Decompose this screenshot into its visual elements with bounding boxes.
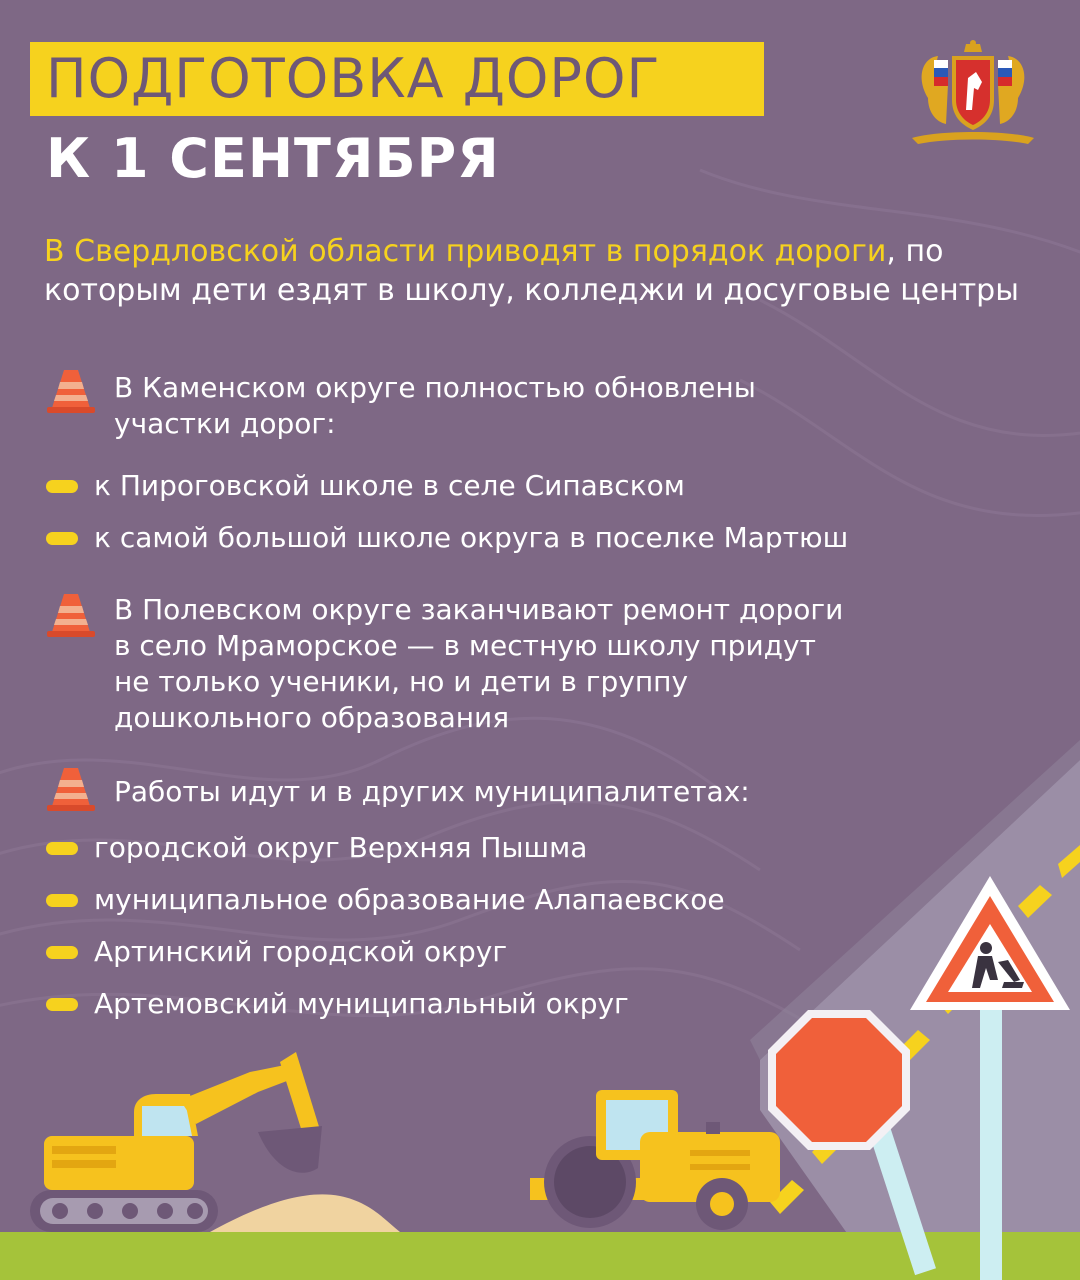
title-line-1: ПОДГОТОВКА ДОРОГ [30,42,764,116]
sand-pile [210,1194,400,1232]
intro-highlight: В Свердловской области приводят в порядок дороги [44,234,887,269]
list-item-text: Артемовский муниципальный округ [94,987,629,1020]
section-1-line-1: В Каменском округе полностью обновлены [114,371,756,404]
list-item-text: к самой большой школе округа в поселке Мартюш [94,521,849,554]
section-2-line-2: в село Мраморское — в местную школу придут [114,629,816,662]
road-roller [530,1090,780,1230]
section-2-line-3: не только ученики, но и дети в группу [114,665,689,698]
section-2-line-4: дошкольного образования [114,701,510,734]
intro-rest: , по которым дети ездят в школу, колледжи и досуговые центры [44,234,1019,308]
section-2-line-1: В Полевском округе заканчивают ремонт дороги [114,593,844,626]
list-item-text: муниципальное образование Алапаевское [94,883,725,916]
title-line-2: К 1 СЕНТЯБРЯ [46,127,500,190]
list-item-text: Артинский городской округ [94,935,508,968]
section-3-line-1: Работы идут и в других муниципалитетах: [114,775,750,808]
section-1-line-2: участки дорог: [114,407,336,440]
list-item-text: городской округ Верхняя Пышма [94,831,588,864]
list-item-text: к Пироговской школе в селе Сипавском [94,469,685,502]
